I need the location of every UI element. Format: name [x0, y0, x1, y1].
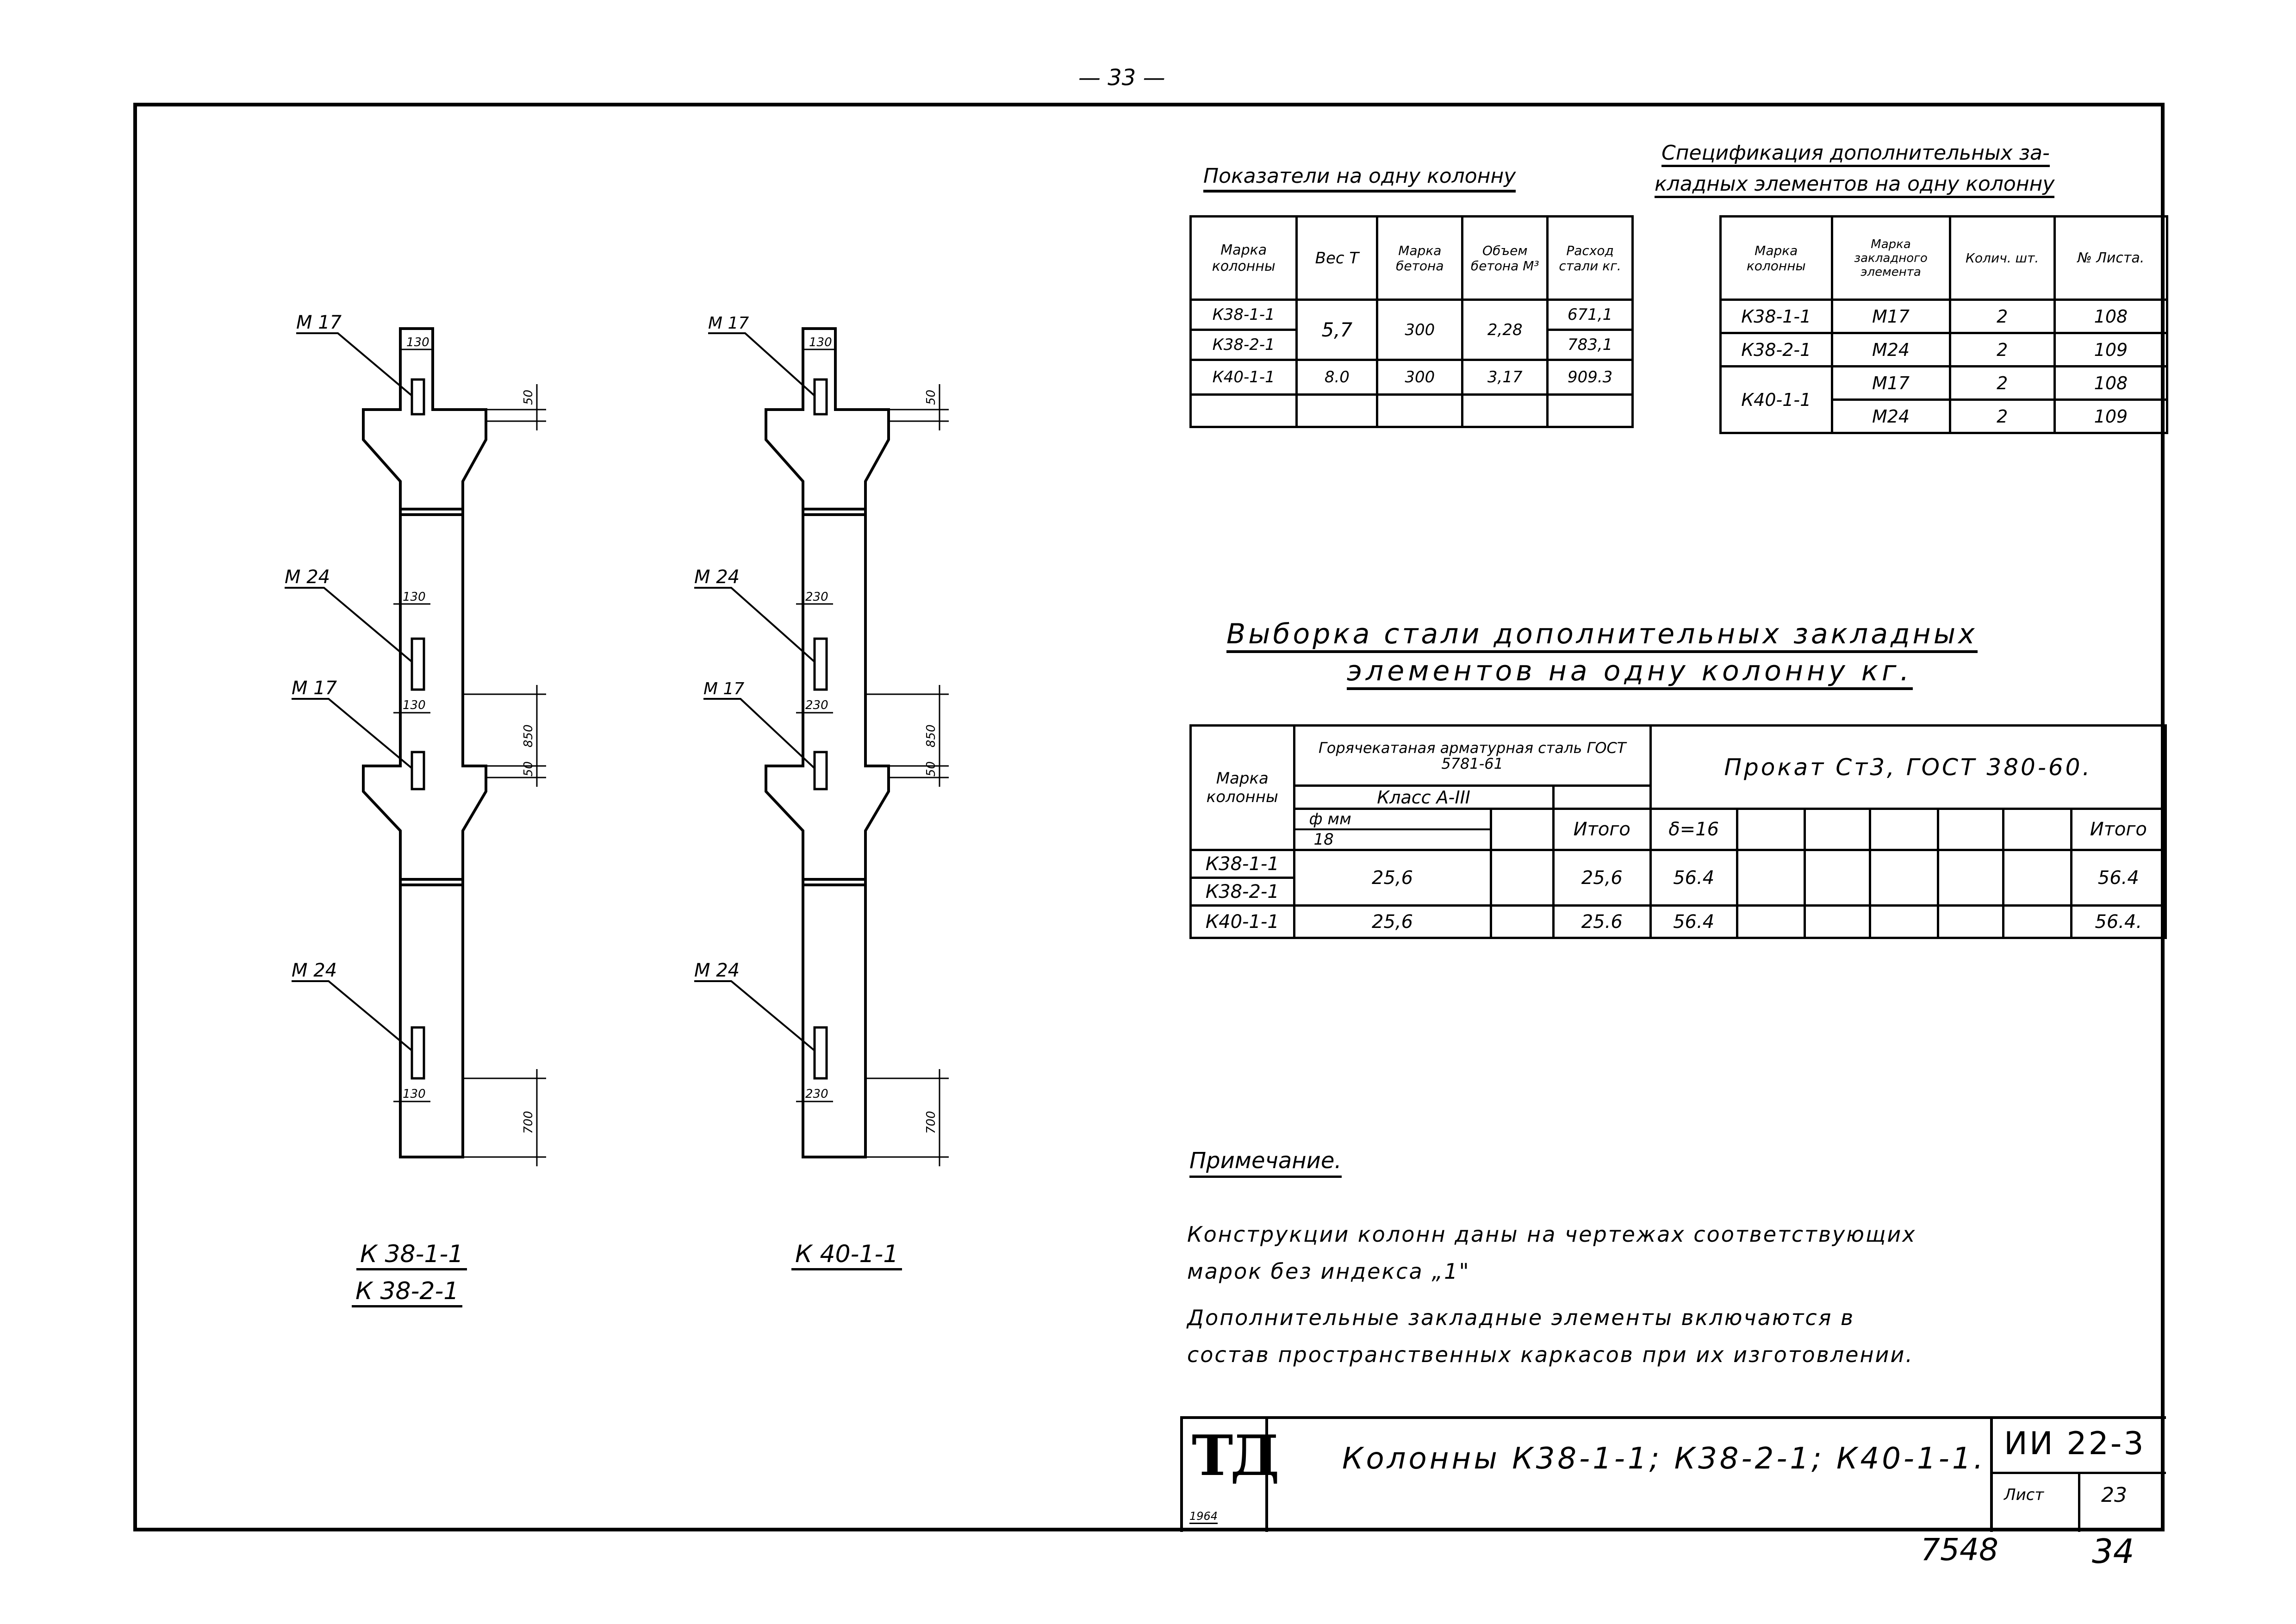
- dim-left-5: 850: [522, 724, 535, 747]
- column-drawings: [259, 287, 1046, 1305]
- steel-table: [1189, 724, 2167, 939]
- stamp-code: ИИ 22-3: [2004, 1425, 2146, 1462]
- dim-left-3: 130: [403, 590, 426, 604]
- ind-r2-concrete: 300: [1377, 360, 1462, 395]
- dim-left-1: 130: [406, 336, 429, 349]
- steel-r0-mark: К38-1-1: [1191, 850, 1294, 878]
- label-left-m17-top: М 17: [296, 312, 342, 333]
- dim-left-8: 700: [522, 1111, 535, 1134]
- spec-r0-qty: 2: [1950, 300, 2054, 333]
- steel-r2-itogo1: 25.6: [1553, 906, 1650, 938]
- ind-r2-volume: 3,17: [1462, 360, 1548, 395]
- dim-right-3: 230: [805, 590, 828, 604]
- caption-k40-1-1: К 40-1-1: [791, 1240, 902, 1270]
- dim-right-5: 850: [924, 724, 938, 747]
- steel-r0-itogo2: 56.4: [2071, 850, 2165, 906]
- dim-left-4: 130: [403, 698, 426, 712]
- steel-r0-itogo1: 25,6: [1553, 850, 1650, 906]
- label-right-m24-2: М 24: [694, 960, 740, 981]
- ind-h-weight: Вес Т: [1297, 217, 1377, 300]
- caption-k38-1-1: К 38-1-1: [356, 1240, 467, 1270]
- dim-left-6: 50: [522, 761, 535, 777]
- ind-r0-mark: К38-1-1: [1191, 300, 1297, 330]
- steel-h-class: Класс А-III: [1294, 786, 1553, 809]
- label-left-m24-2: М 24: [292, 960, 337, 981]
- note-line-4: состав пространственных каркасов при их изготовлении.: [1187, 1342, 1914, 1367]
- dim-right-1: 130: [809, 336, 832, 349]
- caption-k38-2-1: К 38-2-1: [352, 1277, 462, 1307]
- spec-title-1: Спецификация дополнительных за-: [1661, 141, 2050, 167]
- steel-title-2: элементов на одну колонну кг.: [1347, 655, 1913, 690]
- stamp-sheet-divider: [2078, 1472, 2080, 1532]
- spec-r3-sheet: 109: [2054, 400, 2167, 433]
- ind-r0-weight: 5,7: [1297, 300, 1377, 360]
- stamp-title: Колонны К38-1-1; К38-2-1; К40-1-1.: [1342, 1442, 1986, 1476]
- label-right-m17-2: М 17: [703, 679, 745, 698]
- spec-h-mark: Марка колонны: [1721, 217, 1832, 300]
- spec-r0-sheet: 108: [2054, 300, 2167, 333]
- stamp-sheet-number: 23: [2101, 1483, 2127, 1507]
- ind-r2-weight: 8.0: [1297, 360, 1377, 395]
- dim-right-2: 50: [924, 389, 938, 405]
- steel-h-delta: δ=16: [1650, 809, 1737, 850]
- steel-r2-mark: К40-1-1: [1191, 906, 1294, 938]
- steel-h-18: 18: [1313, 830, 1334, 849]
- note-line-3: Дополнительные закладные элементы включаются в: [1187, 1305, 1855, 1330]
- indicators-title: Показатели на одну колонну: [1203, 164, 1516, 193]
- spec-r2-qty: 2: [1950, 367, 2054, 400]
- stamp-year: 1964: [1189, 1510, 1218, 1524]
- steel-h-mark: Марка колонны: [1191, 726, 1294, 850]
- stamp-logo: ТД: [1192, 1423, 1277, 1488]
- ind-h-mark: Марка колонны: [1191, 217, 1297, 300]
- footer-page: 34: [2092, 1532, 2134, 1571]
- steel-title-1: Выборка стали дополнительных закладных: [1226, 618, 1978, 653]
- dim-right-6: 50: [924, 761, 938, 777]
- spec-r3-elem: М24: [1832, 400, 1950, 433]
- spec-r1-elem: М24: [1832, 333, 1950, 367]
- steel-h-itogo1: Итого: [1553, 809, 1650, 850]
- dim-right-8: 700: [924, 1111, 938, 1134]
- steel-r2-delta: 56.4: [1650, 906, 1737, 938]
- label-right-m24-1: М 24: [694, 566, 740, 588]
- ind-r0-concrete: 300: [1377, 300, 1462, 360]
- dim-right-7: 230: [805, 1087, 828, 1101]
- spec-r3-qty: 2: [1950, 400, 2054, 433]
- ind-h-concrete: Марка бетона: [1377, 217, 1462, 300]
- spec-r1-qty: 2: [1950, 333, 2054, 367]
- label-right-m17-top: М 17: [708, 314, 749, 333]
- steel-r0-delta: 56.4: [1650, 850, 1737, 906]
- spec-r0-elem: М17: [1832, 300, 1950, 333]
- archive-number: 7548: [1921, 1532, 1998, 1568]
- spec-r2-mark: К40-1-1: [1721, 367, 1832, 433]
- ind-r2-steel: 909.3: [1548, 360, 1633, 395]
- steel-r0-18: 25,6: [1294, 850, 1491, 906]
- spec-title-2: кладных элементов на одну колонну: [1655, 172, 2054, 198]
- steel-r2-18: 25,6: [1294, 906, 1491, 938]
- steel-r1-mark: К38-2-1: [1191, 878, 1294, 906]
- spec-r1-mark: К38-2-1: [1721, 333, 1832, 367]
- steel-r2-itogo2: 56.4.: [2071, 906, 2165, 938]
- ind-r2-mark: К40-1-1: [1191, 360, 1297, 395]
- steel-h-prokat: Прокат Ст3, ГОСТ 380-60.: [1650, 726, 2165, 809]
- dim-left-7: 130: [403, 1087, 426, 1101]
- steel-h-itogo2: Итого: [2071, 809, 2165, 850]
- label-left-m17-2: М 17: [292, 678, 337, 699]
- ind-r1-steel: 783,1: [1548, 330, 1633, 360]
- spec-h-sheet: № Листа.: [2054, 217, 2167, 300]
- note-title: Примечание.: [1189, 1148, 1342, 1178]
- label-left-m24-1: М 24: [285, 566, 330, 588]
- steel-h-hot: Горячекатаная арматурная сталь ГОСТ 5781-61: [1294, 726, 1650, 786]
- ind-r1-mark: К38-2-1: [1191, 330, 1297, 360]
- spec-r2-elem: М17: [1832, 367, 1950, 400]
- indicators-table: [1189, 215, 1634, 428]
- spec-r2-sheet: 108: [2054, 367, 2167, 400]
- dim-right-4: 230: [805, 698, 828, 712]
- spec-r1-sheet: 109: [2054, 333, 2167, 367]
- ind-r0-steel: 671,1: [1548, 300, 1633, 330]
- page-number: — 33 —: [1078, 65, 1165, 91]
- ind-h-steel: Расход стали кг.: [1548, 217, 1633, 300]
- steel-h-phi: ф мм: [1295, 810, 1490, 830]
- stamp-sheet-label: Лист: [2004, 1486, 2044, 1504]
- ind-r0-volume: 2,28: [1462, 300, 1548, 360]
- spec-h-elem: Марка закладного элемента: [1832, 217, 1950, 300]
- dim-left-2: 50: [522, 389, 535, 405]
- spec-h-qty: Колич. шт.: [1950, 217, 2054, 300]
- note-line-1: Конструкции колонн даны на чертежах соответствующих: [1187, 1222, 1916, 1247]
- specification-table: [1719, 215, 2168, 434]
- note-line-2: марок без индекса „1": [1187, 1259, 1470, 1284]
- spec-r0-mark: К38-1-1: [1721, 300, 1832, 333]
- ind-h-volume: Объем бетона М³: [1462, 217, 1548, 300]
